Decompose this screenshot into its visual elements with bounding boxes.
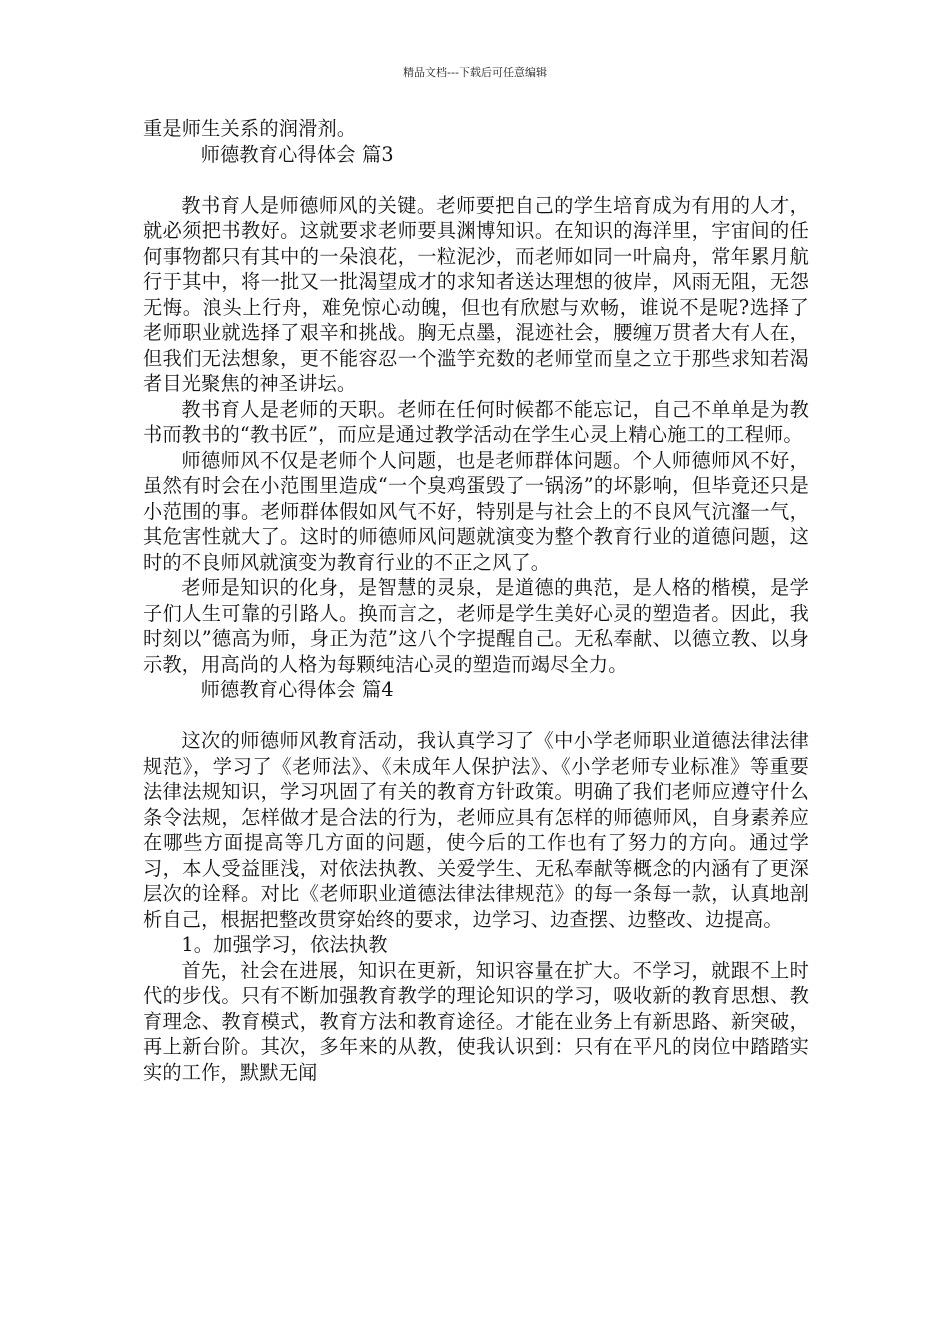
- paragraph: 教书育人是师德师风的关键。老师要把自己的学生培育成为有用的人才，就必须把书教好。这就要求老师要具渊博知识。在知识的海洋里，宇宙间的任何事物都只有其中的一朵浪花，一粒泥沙，而老师如同一叶扁舟，常年累月航行于其中，将一批又一批渴望成才的求知者送达理想的彼岸，风雨无阻，无怨无悔。浪头上行舟，难免惊心动魄，但也有欣慰与欢畅，谁说不是呢?选择了老师职业就选择了艰辛和挑战。胸无点墨，混迹社会，腰缠万贯者大有人在，但我们无法想象，更不能容忍一个滥竽充数的老师堂而皇之立于那些求知若渴者目光聚焦的神圣讲坛。: [143, 193, 809, 395]
- document-body: [143, 116, 809, 1085]
- section-heading-4: 师德教育心得体会 篇4: [200, 678, 394, 701]
- paragraph: 师德师风不仅是老师个人问题，也是老师群体问题。个人师德师风不好，虽然有时会在小范围里造成“一个臭鸡蛋毁了一锅汤”的坏影响，但毕竟还只是小范围的事。老师群体假如风气不好，特别是与社会上的不良风气沆瀣一气，其危害性就大了。这时的师德师风问题就演变为整个教育行业的道德问题，这时的不良师风就演变为教育行业的不正之风了。: [143, 448, 809, 574]
- paragraph: 这次的师德师风教育活动，我认真学习了《中小学老师职业道德法律法律规范》，学习了《老师法》、《未成年人保护法》、《小学老师专业标准》等重要法律法规知识，学习巩固了有关的教育方针政策。明确了我们老师应遵守什么条令法规，怎样做才是合法的行为，老师应具有怎样的师德师风，自身素养应在哪些方面提高等几方面的问题，使今后的工作也有了努力的方向。通过学习，本人受益匪浅，对依法执教、关爱学生、无私奉献等概念的内涵有了更深层次的诠释。对比《老师职业道德法律法律规范》的每一条每一款，认真地剖析自己，根据把整改贯穿始终的要求，边学习、边查摆、边整改、边提高。: [143, 729, 809, 931]
- paragraph: 教书育人是老师的天职。老师在任何时候都不能忘记，自己不单单是为教书而教书的“教书匠”，而应是通过教学活动在学生心灵上精心施工的工程师。: [143, 397, 809, 446]
- blank-line: [143, 167, 809, 193]
- page-header: 精品文档---下载后可任意编辑: [403, 66, 547, 79]
- blank-line: [143, 703, 809, 729]
- paragraph: 老师是知识的化身，是智慧的灵泉，是道德的典范，是人格的楷模，是学子们人生可靠的引路人。换而言之，老师是学生美好心灵的塑造者。因此，我时刻以”德高为师，身正为范”这八个字提醒自己。无私奉献、以德立教、以身示教，用高尚的人格为每颗纯洁心灵的塑造而竭尽全力。: [143, 576, 809, 676]
- subheading: 1。加强学习，依法执教: [181, 933, 388, 956]
- section-heading-3: 师德教育心得体会 篇3: [200, 142, 394, 166]
- paragraph: 首先，社会在进展，知识在更新，知识容量在扩大。不学习，就跟不上时代的步伐。只有不断加强教育教学的理论知识的学习，吸收新的教育思想、教育理念、教育模式，教育方法和教育途径。才能在业务上有新思路、新突破，再上新台阶。其次，多年来的从教，使我认识到：只有在平凡的岗位中踏踏实实的工作，默默无闻: [143, 958, 809, 1084]
- paragraph: 重是师生关系的润滑剂。: [143, 117, 357, 140]
